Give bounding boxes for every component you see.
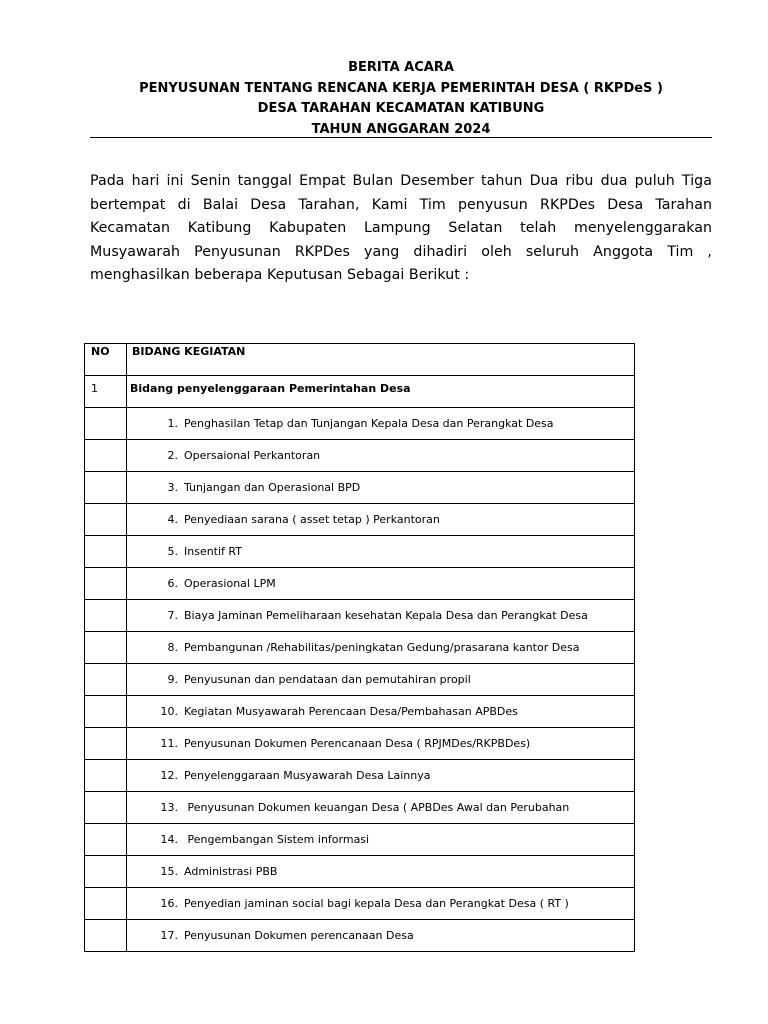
item-number: 11.: [160, 737, 178, 750]
item-number: 8.: [167, 641, 178, 654]
row-bidang-cell: [127, 792, 635, 824]
list-item: [127, 408, 634, 431]
list-item: [127, 824, 634, 847]
table-row: [85, 792, 635, 824]
table-row: [85, 824, 635, 856]
item-text: Penyusunan Dokumen perencanaan Desa: [184, 929, 414, 942]
item-text: Penghasilan Tetap dan Tunjangan Kepala Desa dan Perangkat Desa: [184, 417, 554, 430]
item-text: Tunjangan dan Operasional BPD: [184, 481, 361, 494]
item-text: Penyedian jaminan social bagi kepala Desa dan Perangkat Desa ( RT ): [184, 897, 569, 910]
item-text: Penyelenggaraan Musyawarah Desa Lainnya: [184, 769, 431, 782]
row-bidang-cell: [127, 632, 635, 664]
row-bidang-cell: [127, 536, 635, 568]
row-no-cell: [85, 504, 127, 536]
table-row: [85, 440, 635, 472]
list-item: [127, 568, 634, 591]
item-number: 1.: [167, 417, 178, 430]
list-item: [127, 792, 634, 815]
row-bidang-cell: [127, 568, 635, 600]
section-title: Bidang penyelenggaraan Pemerintahan Desa: [130, 382, 411, 395]
table-row: [85, 536, 635, 568]
list-item: [127, 600, 634, 623]
row-no-cell: [85, 568, 127, 600]
table-row: [85, 728, 635, 760]
table-row: [85, 760, 635, 792]
list-item: [127, 664, 634, 687]
header-label-bidang: BIDANG KEGIATAN: [132, 345, 246, 358]
list-item: [127, 920, 634, 943]
kegiatan-table: [84, 343, 635, 952]
row-no-cell: [85, 536, 127, 568]
row-no-cell: [85, 728, 127, 760]
table-row: [85, 408, 635, 440]
item-text: Penyusunan Dokumen Perencanaan Desa ( RPJMDes/RKPBDes): [184, 737, 531, 750]
table-row: [85, 888, 635, 920]
table-row: [85, 856, 635, 888]
item-number: 16.: [160, 897, 178, 910]
row-bidang-cell: [127, 760, 635, 792]
item-number: 15.: [160, 865, 178, 878]
row-no-cell: [85, 888, 127, 920]
row-no-cell: [85, 824, 127, 856]
item-number: 13.: [160, 801, 178, 814]
item-text: Pembangunan /Rehabilitas/peningkatan Gedung/prasarana kantor Desa: [184, 641, 580, 654]
row-bidang-cell: [127, 888, 635, 920]
item-text: Penyediaan sarana ( asset tetap ) Perkantoran: [184, 513, 440, 526]
header-location: DESA TARAHAN KECAMATAN KATIBUNG: [257, 101, 545, 116]
list-item: [127, 536, 634, 559]
item-text: Administrasi PBB: [184, 865, 278, 878]
row-bidang-cell: [127, 600, 635, 632]
item-text: Penyusunan dan pendataan dan pemutahiran propil: [184, 673, 471, 686]
item-text: Operasional LPM: [184, 577, 276, 590]
header-title: BERITA ACARA: [348, 60, 454, 75]
header-label-no: NO: [91, 345, 110, 358]
list-item: [127, 728, 634, 751]
table-row: [85, 600, 635, 632]
item-number: 10.: [160, 705, 178, 718]
table-row: [85, 664, 635, 696]
list-item: [127, 632, 634, 655]
table-row: [85, 472, 635, 504]
header-cell-bidang: [127, 344, 635, 376]
section-title-cell: [127, 376, 635, 408]
section-no-cell: [85, 376, 127, 408]
item-text: Kegiatan Musyawarah Perencaan Desa/Pembahasan APBDes: [184, 705, 518, 718]
row-bidang-cell: [127, 664, 635, 696]
item-number: 3.: [167, 481, 178, 494]
row-bidang-cell: [127, 824, 635, 856]
row-no-cell: [85, 696, 127, 728]
list-item: [127, 888, 634, 911]
row-no-cell: [85, 856, 127, 888]
row-bidang-cell: [127, 696, 635, 728]
header-cell-no: [85, 344, 127, 376]
list-item: [127, 856, 634, 879]
table-row: [85, 920, 635, 952]
header-subtitle: PENYUSUNAN TENTANG RENCANA KERJA PEMERINTAH DESA ( RKPDeS ): [139, 80, 663, 96]
item-number: 6.: [167, 577, 178, 590]
row-no-cell: [85, 792, 127, 824]
item-number: 14.: [160, 833, 178, 846]
table-header-row: [85, 344, 635, 376]
list-item: [127, 696, 634, 719]
item-number: 12.: [160, 769, 178, 782]
document-header: [90, 58, 712, 140]
row-no-cell: [85, 760, 127, 792]
list-item: [127, 440, 634, 463]
list-item: [127, 504, 634, 527]
row-bidang-cell: [127, 504, 635, 536]
item-text: Opersaional Perkantoran: [184, 449, 321, 462]
row-bidang-cell: [127, 728, 635, 760]
table-row: [85, 696, 635, 728]
table-row: [85, 632, 635, 664]
list-item: [127, 760, 634, 783]
row-no-cell: [85, 920, 127, 952]
row-no-cell: [85, 600, 127, 632]
item-number: 2.: [167, 449, 178, 462]
item-text: Penyusunan Dokumen keuangan Desa ( APBDes Awal dan Perubahan: [184, 801, 570, 814]
header-divider: [90, 137, 712, 138]
row-bidang-cell: [127, 408, 635, 440]
row-bidang-cell: [127, 472, 635, 504]
row-no-cell: [85, 408, 127, 440]
table-row: [85, 568, 635, 600]
item-number: 17.: [160, 929, 178, 942]
header-year: TAHUN ANGGARAN 2024: [311, 121, 491, 137]
item-number: 9.: [167, 673, 178, 686]
row-bidang-cell: [127, 440, 635, 472]
item-number: 5.: [167, 545, 178, 558]
item-number: 7.: [167, 609, 178, 622]
row-no-cell: [85, 664, 127, 696]
item-text: Biaya Jaminan Pemeliharaan kesehatan Kepala Desa dan Perangkat Desa: [184, 609, 588, 622]
row-no-cell: [85, 632, 127, 664]
row-no-cell: [85, 472, 127, 504]
row-bidang-cell: [127, 920, 635, 952]
item-text: Insentif RT: [184, 545, 242, 558]
section-row: [85, 376, 635, 408]
item-text: Pengembangan Sistem informasi: [184, 833, 370, 846]
row-bidang-cell: [127, 856, 635, 888]
section-number: 1: [91, 382, 98, 395]
intro-paragraph: Pada hari ini Senin tanggal Empat Bulan Desember tahun Dua ribu dua puluh Tiga bertempat di Balai Desa Tarahan, Kami Tim penyusun RKPDes Desa Tarahan Kecamatan Katibung Kabupaten Lampung Selatan telah menyelenggarakan Musyawarah Penyusunan RKPDes yang dihadiri oleh seluruh Anggota Tim , menghasilkan beberapa Keputusan Sebagai Berikut :: [90, 173, 712, 283]
list-item: [127, 472, 634, 495]
table-row: [85, 504, 635, 536]
item-number: 4.: [167, 513, 178, 526]
row-no-cell: [85, 440, 127, 472]
